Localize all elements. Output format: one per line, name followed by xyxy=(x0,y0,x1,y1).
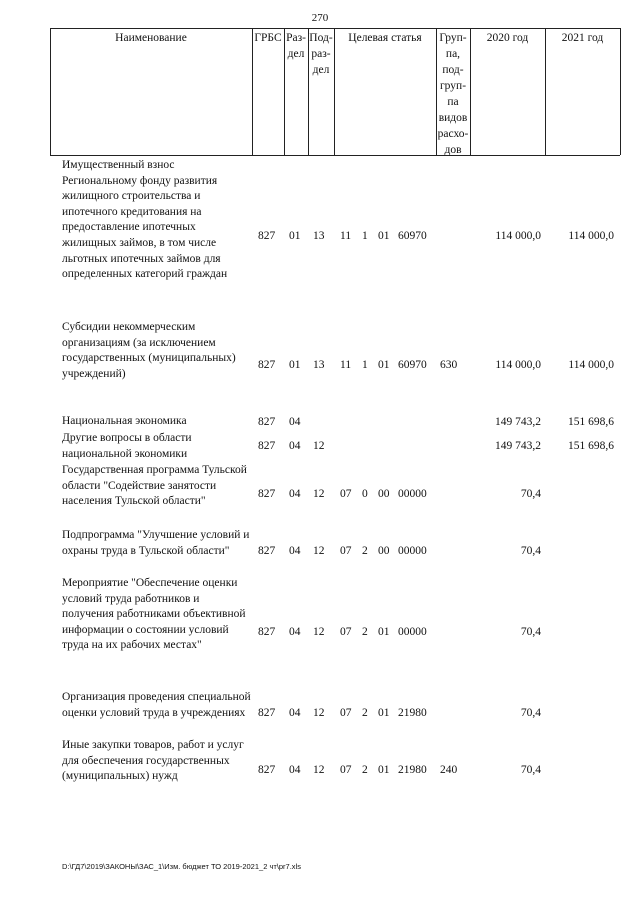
row-grbs: 827 xyxy=(258,545,276,557)
row-2021: 151 698,6 xyxy=(568,440,614,452)
row-grbs: 827 xyxy=(258,440,276,452)
header-grbs: ГРБС xyxy=(254,32,282,44)
row-grbs: 827 xyxy=(258,359,276,371)
row-2021: 114 000,0 xyxy=(568,230,614,242)
row-2020: 70,4 xyxy=(520,626,541,638)
row-razdel: 04 xyxy=(289,440,301,452)
row-razdel: 04 xyxy=(289,707,301,719)
row-2020: 70,4 xyxy=(520,764,541,776)
row-2020: 114 000,0 xyxy=(495,359,541,371)
row-name: Имущественный взнос Региональному фонду развития жилищного строительства и ипотечного кредитования на предоставление ипотечных жилищных займов, в том числе льготных ипотечных займов для определенных категорий граждан xyxy=(62,159,228,281)
row-grbs: 827 xyxy=(258,416,276,428)
row-target-code: 21980 xyxy=(398,707,427,719)
row-target-code: 00000 xyxy=(398,488,427,500)
row-target-program: 11 xyxy=(340,359,352,371)
header-bottom-border xyxy=(50,155,620,156)
row-2020: 149 743,2 xyxy=(495,416,541,428)
row-target-subprogram: 2 xyxy=(362,545,368,557)
row-2020: 114 000,0 xyxy=(495,230,541,242)
row-target-event: 00 xyxy=(378,488,390,500)
row-podrazdel: 12 xyxy=(313,764,325,776)
row-target-code: 00000 xyxy=(398,626,427,638)
row-target-event: 01 xyxy=(378,626,390,638)
row-target-event: 01 xyxy=(378,707,390,719)
header-divider xyxy=(470,28,471,155)
row-name: Государственная программа Тульской области "Содействие занятости населения Тульской области" xyxy=(62,464,247,508)
header-razdel: Раз- дел xyxy=(286,32,306,60)
row-podrazdel: 12 xyxy=(313,488,325,500)
row-razdel: 04 xyxy=(289,764,301,776)
row-podrazdel: 12 xyxy=(313,626,325,638)
row-name: Субсидии некоммерческим организациям (за исключением государственных (муниципальных) учреждений) xyxy=(62,321,236,380)
row-target-event: 00 xyxy=(378,545,390,557)
row-target-program: 07 xyxy=(340,764,352,776)
row-razdel: 04 xyxy=(289,416,301,428)
header-divider xyxy=(252,28,253,155)
header-group: Груп- па, под- груп- па видов расхо- дов xyxy=(437,32,469,156)
row-podrazdel: 13 xyxy=(313,230,325,242)
header-divider xyxy=(50,28,51,155)
header-2021: 2021 год xyxy=(561,32,604,44)
row-grbs: 827 xyxy=(258,764,276,776)
header-podrazdel: Под- раз- дел xyxy=(309,32,333,76)
row-target-subprogram: 0 xyxy=(362,488,368,500)
row-target-program: 07 xyxy=(340,626,352,638)
row-razdel: 01 xyxy=(289,359,301,371)
row-name: Другие вопросы в области национальной экономики xyxy=(62,432,192,460)
row-name: Иные закупки товаров, работ и услуг для обеспечения государственных (муниципальных) нужд xyxy=(62,739,244,783)
row-target-subprogram: 2 xyxy=(362,707,368,719)
row-razdel: 04 xyxy=(289,626,301,638)
row-target-code: 00000 xyxy=(398,545,427,557)
row-target-code: 60970 xyxy=(398,359,427,371)
header-divider xyxy=(334,28,335,155)
row-target-program: 07 xyxy=(340,488,352,500)
row-grbs: 827 xyxy=(258,488,276,500)
row-2020: 70,4 xyxy=(520,545,541,557)
row-target-subprogram: 2 xyxy=(362,626,368,638)
header-name: Наименование xyxy=(115,32,187,44)
row-target-subprogram: 1 xyxy=(362,230,368,242)
row-razdel: 01 xyxy=(289,230,301,242)
row-target-subprogram: 2 xyxy=(362,764,368,776)
row-2020: 149 743,2 xyxy=(495,440,541,452)
page-number: 270 xyxy=(311,12,329,24)
header-2020: 2020 год xyxy=(486,32,529,44)
row-podrazdel: 12 xyxy=(313,707,325,719)
header-target: Целевая статья xyxy=(348,32,422,44)
header-divider xyxy=(620,28,621,155)
footer-file-path: D:\ГД7\2019\ЗАКОНЫ\ЗАС_1\Изм. бюджет ТО 2019-2021_2 чт\pr7.xls xyxy=(62,862,301,871)
row-grbs: 827 xyxy=(258,707,276,719)
row-target-program: 11 xyxy=(340,230,352,242)
row-podrazdel: 12 xyxy=(313,545,325,557)
row-name: Подпрограмма "Улучшение условий и охраны труда в Тульской области" xyxy=(62,529,250,557)
row-target-subprogram: 1 xyxy=(362,359,368,371)
row-grbs: 827 xyxy=(258,626,276,638)
row-target-event: 01 xyxy=(378,230,390,242)
row-target-code: 60970 xyxy=(398,230,427,242)
row-name: Организация проведения специальной оценки условий труда в учреждениях xyxy=(62,691,251,719)
row-2020: 70,4 xyxy=(520,488,541,500)
row-2021: 114 000,0 xyxy=(568,359,614,371)
row-2021: 151 698,6 xyxy=(568,416,614,428)
row-name: Мероприятие "Обеспечение оценки условий труда работников и получения работниками объективной информации о состоянии условий труда на их рабочих местах" xyxy=(62,577,246,652)
row-target-event: 01 xyxy=(378,764,390,776)
row-2020: 70,4 xyxy=(520,707,541,719)
header-top-border xyxy=(50,28,620,29)
row-target-program: 07 xyxy=(340,545,352,557)
row-grbs: 827 xyxy=(258,230,276,242)
row-target-event: 01 xyxy=(378,359,390,371)
header-divider xyxy=(545,28,546,155)
row-razdel: 04 xyxy=(289,545,301,557)
row-target-code: 21980 xyxy=(398,764,427,776)
row-group: 240 xyxy=(440,764,458,776)
row-podrazdel: 12 xyxy=(313,440,325,452)
row-group: 630 xyxy=(440,359,458,371)
row-name: Национальная экономика xyxy=(62,415,187,427)
row-razdel: 04 xyxy=(289,488,301,500)
row-podrazdel: 13 xyxy=(313,359,325,371)
row-target-program: 07 xyxy=(340,707,352,719)
